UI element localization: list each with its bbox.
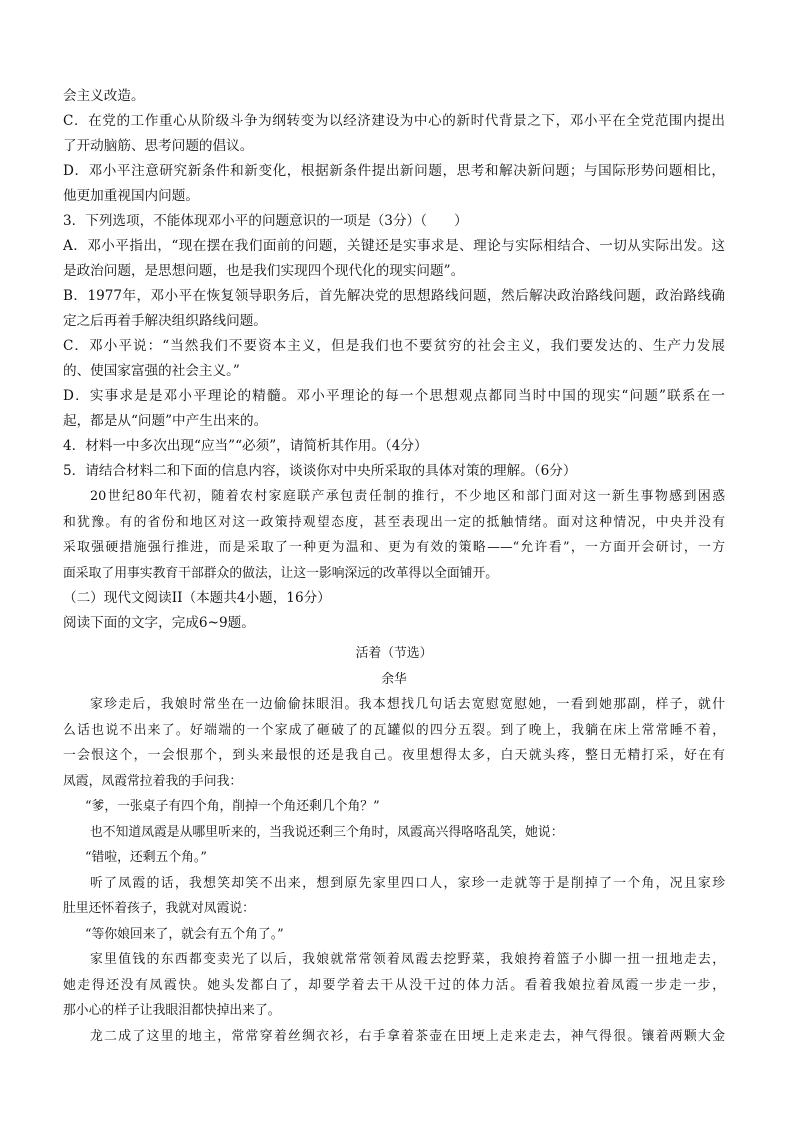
option-text-line: B．1977年，邓小平在恢复领导职务后，首先解决党的思想路线问题，然后解决政治路线问题，政治路线确 xyxy=(63,288,725,304)
story-line: 龙二成了这里的地主，常常穿着丝绸衣衫，右手拿着茶壶在田埂上走来走去，神气得很。镶着两颗大金 xyxy=(90,1028,725,1044)
story-line: 那小心的样子让我眼泪都快掉出来了。 xyxy=(63,1003,281,1018)
question-block xyxy=(63,84,725,484)
option-text-line: D．邓小平注意研究新条件和新变化，根据新条件提出新问题，思考和解决新问题；与国际形势问题相比， xyxy=(63,163,725,179)
story-line: 凤霞，凤霞常拉着我的手问我： xyxy=(63,773,243,789)
question-5-stem: 5．请结合材料二和下面的信息内容，谈谈你对中央所采取的具体对策的理解。（6分） xyxy=(63,463,577,479)
story-line: 听了凤霞的话，我想笑却笑不出来，想到原先家里四口人，家珍一走就等于是削掉了一个角，况且家珍 xyxy=(90,875,725,891)
section-instruction: 阅读下面的文字，完成6~9题。 xyxy=(63,615,255,631)
story-line: “等你娘回来了，就会有五个角了。” xyxy=(85,926,284,942)
section-header xyxy=(63,586,725,636)
option-text-line: A．邓小平指出，“现在摆在我们面前的问题，关键还是实事求是、理论与实际相结合、一切从实际出发。这 xyxy=(63,238,725,254)
exam-page xyxy=(63,84,725,1049)
story-line: 家里值钱的东西都变卖光了以后，我娘就常常领着凤霞去挖野菜，我娘挎着篮子小脚一扭一扭地走去， xyxy=(90,952,725,967)
info-passage xyxy=(63,484,725,586)
story-passage xyxy=(63,692,725,1049)
option-text-line: C．邓小平说：“当然我们不要资本主义，但是我们也不要贫穷的社会主义，我们要发达的、生产力发展 xyxy=(63,338,725,354)
passage-title: 活着（节选） xyxy=(355,646,433,661)
option-text-line: D．实事求是是邓小平理论的精髓。邓小平理论的每一个思想观点都同当时中国的现实“问题”联系在一 xyxy=(63,388,725,404)
question-3-stem: 3．下列选项，不能体现邓小平的问题意识的一项是（3分）（ ） xyxy=(63,213,468,229)
story-line: “错啦，还剩五个角。” xyxy=(85,850,207,865)
story-line: 么话也说不出来了。好端端的一个家成了砸破了的瓦罐似的四分五裂。到了晚上，我躺在床上常常睡不着， xyxy=(63,722,725,738)
story-line: 她走得还没有凤霞快。她头发都白了，却要学着去干从没干过的体力活。看着我娘拉着凤霞一步走一步， xyxy=(63,977,725,993)
story-line: 也不知道凤霞是从哪里听来的，当我说还剩三个角时，凤霞高兴得咯咯乱笑，她说： xyxy=(90,824,564,840)
section-title: （二）现代文阅读II（本题共4小题，16分） xyxy=(63,590,331,606)
option-text-line: 是政治问题，是思想问题，也是我们实现四个现代化的现实问题”。 xyxy=(63,263,465,279)
info-line: 面采取了用事实教育干部群众的做法，让这一影响深远的改革得以全面铺开。 xyxy=(63,565,499,581)
option-text-line: 起，都是从“问题”中产生出来的。 xyxy=(63,413,268,429)
story-line: “爹，一张桌子有四个角，削掉一个角还剩几个角？” xyxy=(85,799,380,814)
story-line: 肚里还怀着孩子，我就对凤霞说： xyxy=(63,901,255,916)
option-text-line: C．在党的工作重心从阶级斗争为纲转变为以经济建设为中心的新时代背景之下，邓小平在全党范围内提出 xyxy=(63,113,725,129)
info-line: 20世纪80年代初，随着农村家庭联产承包责任制的推行，不少地区和部门面对这一新生事物感到困惑 xyxy=(90,489,725,504)
option-text-line: 会主义改造。 xyxy=(63,88,145,104)
option-text-line: 的、使国家富强的社会主义。” xyxy=(63,363,240,379)
info-line: 和犹豫。有的省份和地区对这一政策持观望态度，甚至表现出一定的抵触情绪。面对这种情况，中央并没有 xyxy=(63,514,725,530)
passage-author: 余华 xyxy=(381,671,407,687)
question-4-stem: 4．材料一中多次出现“应当”“必须”，请简析其作用。（4分） xyxy=(63,438,428,454)
info-line: 采取强硬措施强行推进，而是采取了一种更为温和、更为有效的策略——“允许看”，一方面开会研讨，一方 xyxy=(63,540,725,555)
option-text-line: 定之后再着手解决组织路线问题。 xyxy=(63,313,267,329)
story-line: 家珍走后，我娘时常坐在一边偷偷抹眼泪。我本想找几句话去宽慰宽慰她，一看到她那副，样子，就什 xyxy=(90,697,725,712)
story-line: 一会恨这个，一会恨那个，到头来最恨的还是我自己。夜里想得太多，白天就头疼，整日无精打采，好在有 xyxy=(63,748,725,763)
option-text-line: 了开动脑筋、思考问题的倡议。 xyxy=(63,138,254,154)
option-text-line: 他更加重视国内问题。 xyxy=(63,188,199,204)
